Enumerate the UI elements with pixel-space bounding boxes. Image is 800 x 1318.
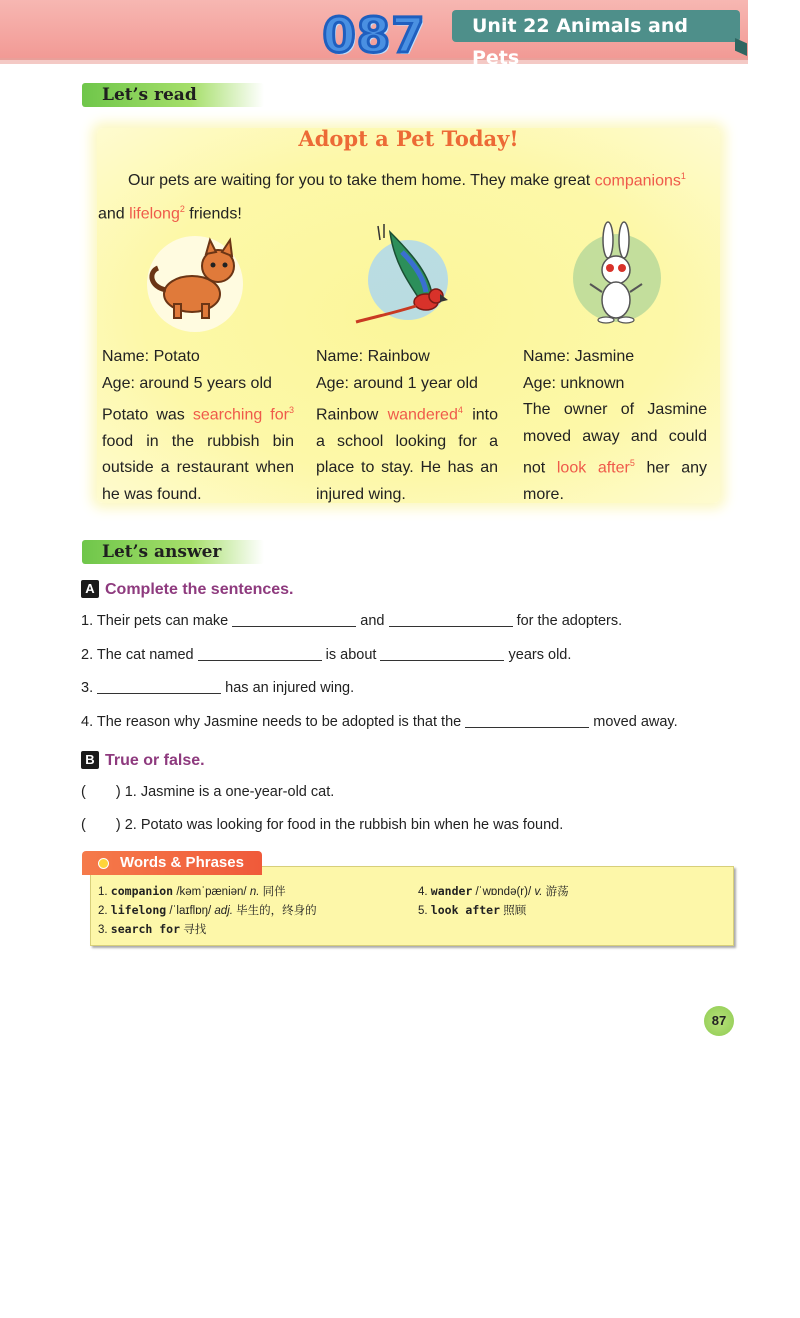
intro-text-2: and: [98, 205, 130, 223]
reading-intro: [98, 162, 718, 229]
tf-paren-open: (: [81, 784, 86, 800]
words-column-left: [98, 882, 408, 939]
q-text: 1. Their pets can make: [81, 613, 229, 629]
intro-word-lifelong: lifelong: [129, 205, 180, 223]
pet-description: [523, 397, 707, 508]
question-a1: [81, 611, 622, 631]
q-text: and: [360, 613, 385, 629]
answer-blank[interactable]: [232, 612, 356, 627]
pet-age: Age: unknown: [523, 374, 625, 392]
pet-desc-sup: 3: [288, 405, 294, 415]
task-b-letter: B: [81, 751, 99, 769]
pet-card-rainbow: [316, 344, 498, 508]
pet-description: [316, 397, 498, 508]
word-num: 3.: [98, 924, 108, 936]
word-num: 4.: [418, 886, 428, 898]
task-b-heading: [81, 751, 205, 770]
cat-icon: [140, 232, 250, 342]
q-text: years old.: [508, 647, 572, 663]
word-entry: [98, 901, 408, 920]
q-text: has an injured wing.: [225, 680, 355, 696]
tf-paren-close: ): [115, 784, 121, 800]
parrot-icon: [350, 222, 460, 332]
word-meaning: 游荡: [545, 886, 569, 898]
question-b2: [81, 815, 563, 835]
pet-desc-sup: 5: [629, 458, 635, 468]
word-term: companion: [110, 884, 174, 898]
footer-page-number: 87: [704, 1006, 734, 1036]
word-num: 2.: [98, 905, 108, 917]
word-entry: [418, 882, 718, 901]
pet-desc-keyword: wandered: [387, 406, 458, 424]
words-tab: Words & Phrases: [82, 851, 262, 875]
tf-paren-close: ): [115, 817, 121, 833]
intro-text-1: Our pets are waiting for you to take them home. They make great: [128, 172, 595, 190]
pet-name: Name: Jasmine: [523, 348, 635, 365]
rabbit-icon: [562, 220, 672, 330]
pet-desc-text-2: her any more.: [523, 459, 708, 503]
task-a-heading: [81, 580, 294, 599]
intro-word-companions: companions: [594, 172, 681, 190]
intro-sup-1: 1: [680, 171, 686, 181]
word-entry: [98, 882, 408, 901]
word-meaning: 寻找: [183, 924, 207, 936]
word-meaning: 同伴: [262, 886, 286, 898]
question-a2: [81, 645, 571, 665]
pet-desc-sup: 4: [457, 405, 463, 415]
pet-desc-text: Rainbow: [316, 406, 388, 424]
word-pron: /ˈwɒndə(r)/: [475, 886, 532, 898]
pet-desc-keyword: searching for: [192, 406, 289, 424]
question-b1: [81, 782, 334, 802]
tf-statement: 2. Potato was looking for food in the rubbish bin when he was found.: [124, 817, 564, 833]
word-num: 5.: [418, 905, 428, 917]
pet-description: [102, 397, 294, 508]
word-entry: [418, 901, 718, 920]
pet-desc-keyword: look after: [556, 459, 630, 477]
tf-statement: 1. Jasmine is a one-year-old cat.: [124, 784, 335, 800]
task-b-title: True or false.: [105, 752, 205, 769]
word-pron: /kəmˈpæniən/: [176, 886, 247, 898]
intro-text-3: friends!: [184, 205, 242, 223]
word-term: look after: [430, 903, 501, 917]
question-a3: [81, 678, 354, 698]
q-text: moved away.: [593, 714, 678, 730]
question-a4: [81, 712, 678, 732]
word-pron: /ˈlaɪflɒŋ/: [169, 905, 212, 917]
word-pos: adj.: [214, 905, 233, 917]
q-text: 3.: [81, 680, 94, 696]
q-text: 4. The reason why Jasmine needs to be adopted is that the: [81, 714, 462, 730]
pet-desc-text: The owner of Jasmine moved away and could not: [523, 401, 707, 477]
answer-blank[interactable]: [198, 646, 322, 661]
q-text: for the adopters.: [516, 613, 623, 629]
lets-answer-label: Let’s answer: [102, 542, 222, 562]
words-column-right: [418, 882, 718, 920]
word-pos: n.: [249, 886, 260, 898]
pet-card-jasmine: [523, 344, 707, 508]
word-term: search for: [110, 922, 181, 936]
q-text: is about: [325, 647, 377, 663]
page-number: 087: [322, 8, 426, 64]
word-term: lifelong: [110, 903, 167, 917]
lets-answer-heading: [82, 540, 264, 564]
pet-desc-text: Potato was: [102, 406, 193, 424]
lets-read-label: Let’s read: [102, 85, 197, 105]
pet-desc-text-2: food in the rubbish bin outside a restaurant when he was found.: [102, 432, 294, 503]
word-term: wander: [430, 884, 473, 898]
intro-sup-2: 2: [179, 204, 185, 215]
word-meaning: 照顾: [503, 905, 527, 917]
word-entry: [98, 920, 408, 939]
task-a-letter: A: [81, 580, 99, 598]
word-num: 1.: [98, 886, 108, 898]
pet-name: Name: Rainbow: [316, 348, 430, 365]
tf-paren-open: (: [81, 817, 86, 833]
unit-title: Unit 22 Animals and Pets: [452, 10, 740, 42]
q-text: 2. The cat named: [81, 647, 194, 663]
pet-desc-text-2: into a school looking for a place to stay. He has an injured wing.: [316, 406, 498, 503]
answer-blank[interactable]: [380, 646, 504, 661]
pet-name: Name: Potato: [102, 348, 200, 365]
bullet-icon: [98, 858, 109, 869]
pet-age: Age: around 5 years old: [102, 374, 272, 392]
answer-blank[interactable]: [97, 679, 221, 694]
lets-read-heading: [82, 83, 264, 107]
task-a-title: Complete the sentences.: [105, 581, 294, 598]
answer-blank[interactable]: [389, 612, 513, 627]
answer-blank[interactable]: [465, 713, 589, 728]
word-meaning: 毕生的，终身的: [236, 905, 317, 917]
word-pos: v.: [534, 886, 543, 898]
pet-card-potato: [102, 344, 294, 508]
pet-age: Age: around 1 year old: [316, 374, 478, 392]
reading-title: Adopt a Pet Today!: [298, 126, 519, 151]
